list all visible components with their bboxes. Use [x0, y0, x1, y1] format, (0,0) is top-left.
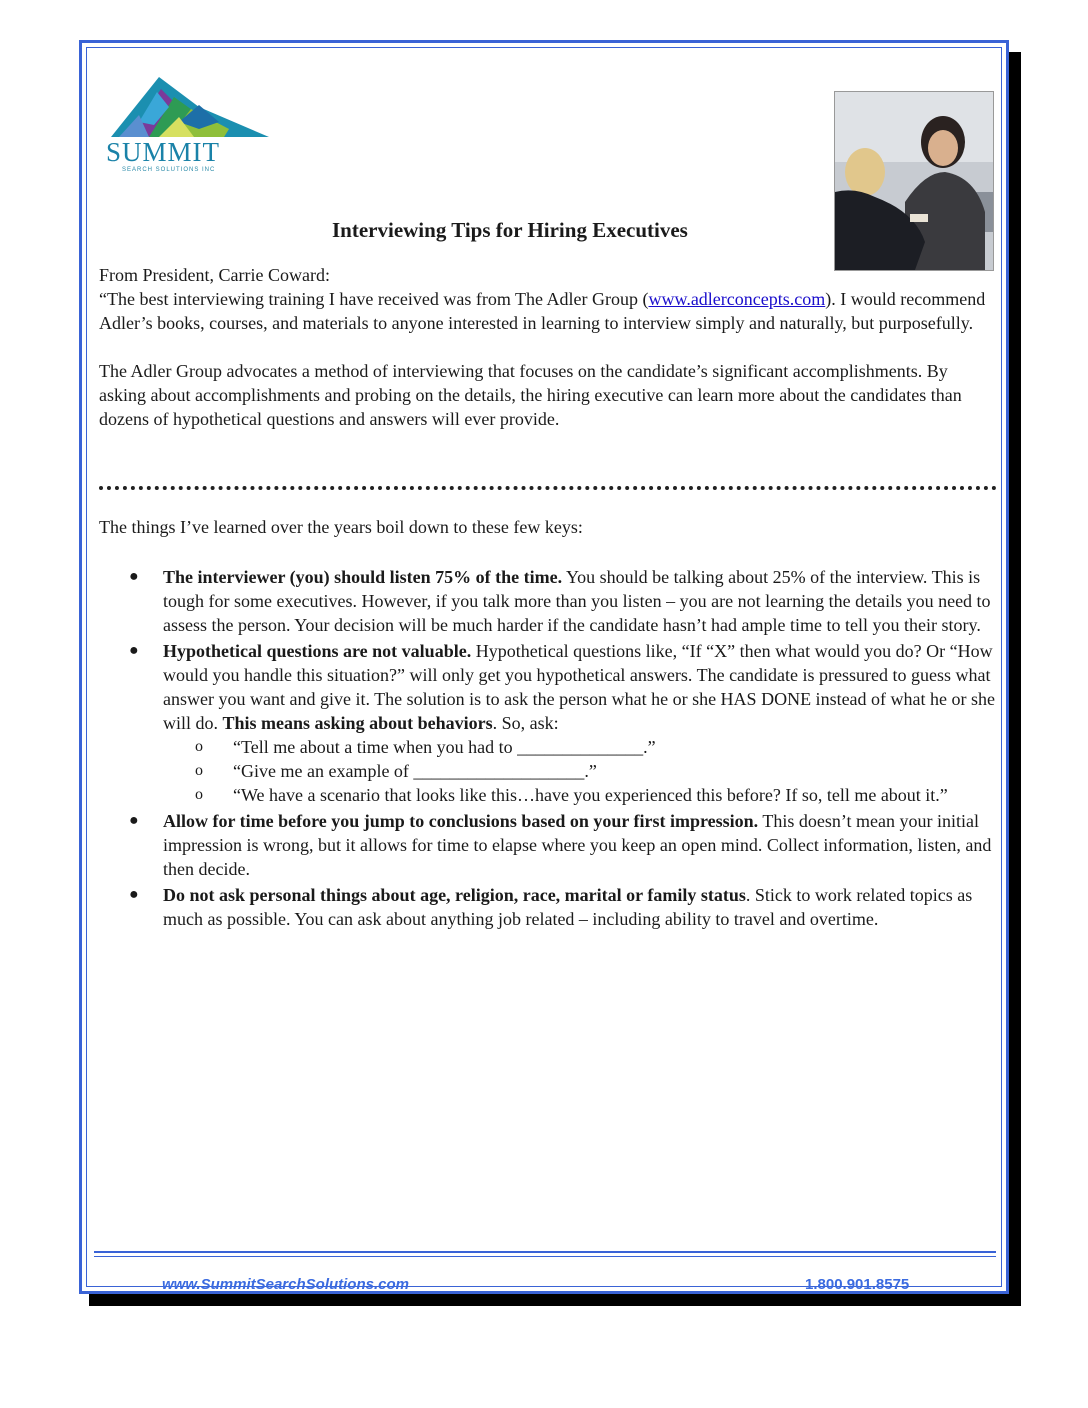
- adler-paragraph: The Adler Group advocates a method of interviewing that focuses on the candidate’s significant accomplishments. By asking about accomplishments and probing on the details, the hiring executive can learn more about the candidates than dozens of hypothetical questions and answers will ever provide.: [99, 361, 962, 429]
- dotted-divider: [99, 486, 997, 490]
- key-heading: Do not ask personal things about age, religion, race, marital or family status: [163, 885, 746, 905]
- sub-list: [163, 735, 1000, 807]
- quote-after-link: ). I would recommend Adler’s books, courses, and materials to anyone interested in learning to interview simply and naturally, but purposefully.: [99, 289, 986, 333]
- bullet-icon: ●: [129, 812, 139, 829]
- keys-list: [120, 565, 1000, 933]
- key-text: . Stick to work related topics as much as possible. You can ask about anything job related – including ability to travel and overtime.: [163, 885, 973, 929]
- list-item: [120, 809, 1000, 881]
- page-title: Interviewing Tips for Hiring Executives: [332, 218, 688, 242]
- footer-url-link[interactable]: www.SummitSearchSolutions.com: [162, 1276, 409, 1293]
- adler-link[interactable]: www.adlerconcepts.com: [648, 289, 826, 309]
- list-item: [120, 565, 1000, 637]
- list-item: [120, 639, 1000, 807]
- from-line: From President, Carrie Coward:: [99, 265, 330, 285]
- intro-block: [99, 263, 999, 431]
- quote-paragraph: [99, 287, 999, 335]
- key-text: You should be talking about 25% of the interview. This is tough for some executives. However, if you talk more than you listen – you are not learning the details you need to assess the person. Your decision will be much harder if the candidate hasn’t had ample time to tell you their story.: [163, 567, 991, 635]
- circle-bullet-icon: o: [195, 738, 203, 755]
- bullet-icon: ●: [129, 568, 139, 585]
- logo-wordmark: SUMMIT: [106, 137, 221, 167]
- key-text: Hypothetical questions like, “If “X” then what would you do? Or “How would you handle this situation?” will only get you hypothetical answers. The candidate is pressured to guess what answer you want and give it. The solution is to ask the person what he or she HAS DONE instead of what he or she will do.: [163, 641, 996, 733]
- bullet-icon: ●: [129, 886, 139, 903]
- key-heading: Allow for time before you jump to conclusions based on your first impression.: [163, 811, 759, 831]
- keys-intro: The things I’ve learned over the years boil down to these few keys:: [99, 517, 583, 537]
- key-text: This doesn’t mean your initial impression is wrong, but it allows for time to elapse where you keep an open mind. Collect information, listen, and then decide.: [163, 811, 992, 879]
- key-emphasis: This means asking about behaviors: [222, 713, 493, 733]
- footer-rule: [94, 1251, 996, 1253]
- sub-list-item: o “We have a scenario that looks like this…have you experienced this before? If so, tell me about it.”: [195, 785, 948, 805]
- key-heading: Hypothetical questions are not valuable.: [163, 641, 472, 661]
- logo-subtitle: SEARCH SOLUTIONS INC: [122, 167, 216, 173]
- circle-bullet-icon: o: [195, 762, 203, 779]
- footer-phone: 1.800.901.8575: [805, 1276, 910, 1293]
- document-page: [79, 40, 1009, 1294]
- quote-before-link: “The best interviewing training I have received was from The Adler Group (: [99, 289, 649, 309]
- bullet-icon: ●: [129, 642, 139, 659]
- list-item: [120, 883, 1000, 931]
- footer-rule-thin: [94, 1256, 996, 1257]
- sub-list-item: o “Give me an example of ___________________.”: [195, 761, 597, 781]
- key-heading: The interviewer (you) should listen 75% of the time.: [163, 567, 563, 587]
- interview-photo: [834, 91, 994, 271]
- key-text-tail: . So, ask:: [492, 713, 559, 733]
- circle-bullet-icon: o: [195, 786, 203, 803]
- sub-list-item: o “Tell me about a time when you had to ______________.”: [195, 737, 656, 757]
